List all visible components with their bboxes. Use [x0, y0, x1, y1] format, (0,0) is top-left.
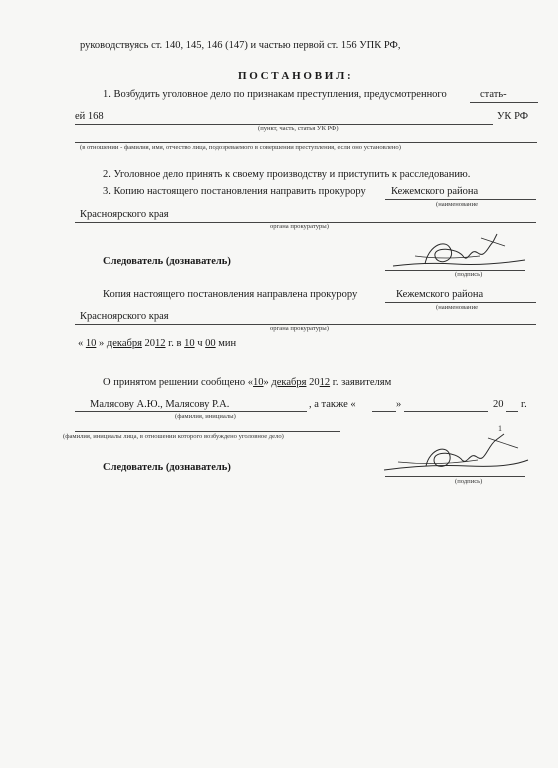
notify-month: декабря: [271, 377, 307, 388]
notify-persons: Малясову А.Ю., Малясову Р.А.: [90, 399, 230, 410]
date-quote-close: »: [99, 338, 105, 349]
notify-quote-close: »: [263, 377, 269, 388]
item1-article-start-line: [470, 102, 538, 103]
copy-sent-year: 12: [155, 338, 166, 349]
copy-sent-minute: 00: [205, 338, 216, 349]
header-line: руководствуясь ст. 140, 145, 146 (147) и частью первой ст. 156 УПК РФ,: [80, 40, 401, 51]
item3-text: 3. Копию настоящего постановления направить прокурору: [103, 186, 366, 197]
notify-hint-accused: (фамилия, инициалы лица, в отношении которого возбуждено уголовное дело): [63, 433, 284, 440]
signature2-image: [378, 430, 533, 478]
signature2-line: [385, 476, 525, 477]
copy-sent-year-prefix: 20: [144, 338, 156, 349]
copy-sent-text: Копия настоящего постановления направлена прокурору: [103, 289, 358, 300]
notify-also-blank-line: [372, 411, 396, 412]
signature1-hint: (подпись): [455, 271, 483, 278]
notify-accused-line: [75, 431, 340, 432]
copy-sent-region: Красноярского края: [80, 311, 169, 322]
copy-sent-hint-name: (наименование: [436, 304, 479, 311]
item1-article-start: стать-: [480, 89, 507, 100]
item3-district-line: [385, 199, 536, 200]
item3-region: Красноярского края: [80, 209, 169, 220]
copy-sent-day: 10: [85, 338, 97, 349]
decree-title: П О С Т А Н О В И Л :: [238, 70, 351, 82]
notify-year-prefix: 20: [309, 377, 320, 388]
notify-month-blank-line: [404, 411, 488, 412]
notify-hint-persons: (фамилия, инициалы): [175, 413, 236, 420]
notify-persons-line: [75, 411, 307, 412]
copy-sent-district-line: [385, 302, 536, 303]
copy-sent-district: Кежемского района: [396, 289, 484, 300]
item1-article-cont: ей 168: [75, 111, 104, 122]
notify-year2-blank-line: [506, 411, 518, 412]
copy-sent-ch: ч: [197, 338, 203, 349]
copy-sent-min: мин: [218, 338, 237, 349]
item1-text: 1. Возбудить уголовное дело по признакам преступления, предусмотренного: [103, 89, 447, 100]
item1-person-line: [75, 142, 537, 143]
notify-g2: г.: [521, 399, 527, 410]
copy-sent-date: [78, 338, 236, 351]
copy-sent-g: г. в: [168, 338, 182, 349]
notify-quote-open: «: [247, 377, 254, 388]
notify-after: г. заявителям: [332, 377, 392, 388]
date-quote-open: «: [78, 338, 84, 349]
copy-sent-hint-org: органа прокуратуры): [270, 325, 329, 332]
notify-day: 10: [253, 377, 264, 388]
notify-also: , а также «: [309, 399, 356, 410]
item3-hint-name: (наименование: [436, 201, 479, 208]
page-mark: 1: [498, 424, 502, 433]
notify-year2: 20: [493, 399, 504, 410]
signature1-image: [385, 226, 535, 274]
copy-sent-month: декабря: [106, 338, 142, 349]
signature1-label: Следователь (дознаватель): [103, 256, 231, 267]
item3-district: Кежемского района: [391, 186, 479, 197]
item1-hint-person: (в отношении - фамилия, имя, отчество лица, подозреваемого в совершении преступления, если оно установлено): [80, 144, 401, 151]
item1-hint-article: (пункт, часть, статья УК РФ): [258, 125, 339, 132]
item1-code: УК РФ: [497, 111, 529, 122]
copy-sent-hour: 10: [184, 338, 195, 349]
notify-year: 12: [319, 377, 331, 388]
item2-text: 2. Уголовное дело принять к своему производству и приступить к расследованию.: [103, 169, 471, 180]
signature2-label: Следователь (дознаватель): [103, 462, 231, 473]
item3-hint-org: органа прокуратуры): [270, 223, 329, 230]
notify-text: О принятом решении сообщено: [103, 377, 246, 388]
notify-line: [103, 377, 391, 390]
notify-also-close: »: [396, 399, 402, 410]
signature2-hint: (подпись): [455, 478, 483, 485]
